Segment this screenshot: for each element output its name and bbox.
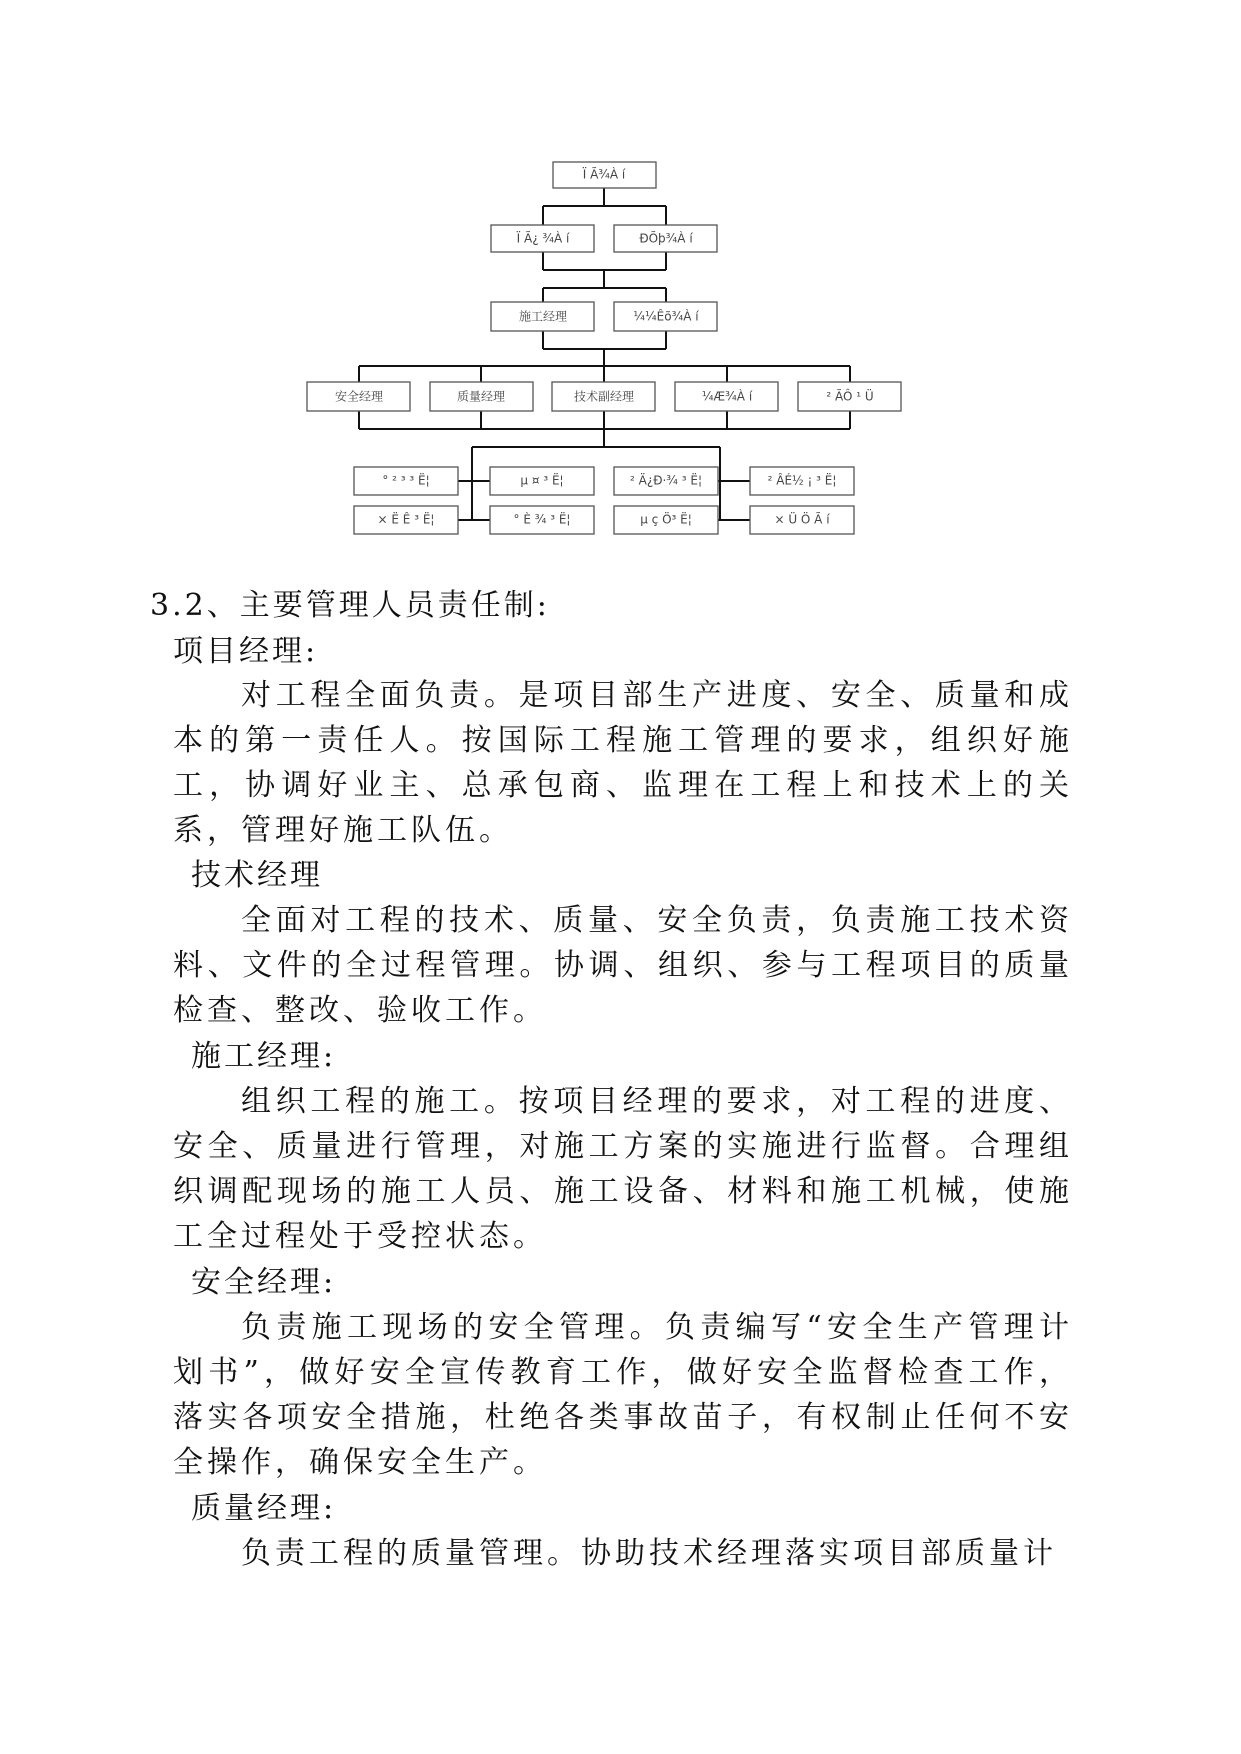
org-box-l5-r2-1 xyxy=(354,506,458,534)
role-title-technical-manager: 技术经理 xyxy=(191,858,323,893)
section-heading: 3.2、主要管理人员责任制: xyxy=(150,588,550,623)
org-box-l5-r1-3 xyxy=(614,467,718,495)
org-box-l2-right xyxy=(614,225,717,252)
org-label: ¼Æ¾À í xyxy=(701,389,753,404)
org-label: ² ÃÔ ¹ Ü xyxy=(826,389,874,404)
org-label: 安全经理 xyxy=(334,389,384,404)
org-box-safety-manager xyxy=(307,382,410,411)
org-label: × Ë Ê ³ Ë¦ xyxy=(377,512,435,527)
org-box-l3-right xyxy=(614,302,717,331)
org-label: ² ÂÉ½ ¡ ³ Ë¦ xyxy=(767,473,837,488)
org-label: µ ç Ö³ Ë¦ xyxy=(640,512,692,527)
org-label: ² Ä¿Ð·¾ ³ Ë¦ xyxy=(629,473,703,488)
role-title-safety-manager: 安全经理: xyxy=(191,1265,337,1300)
role-title-project-manager: 项目经理: xyxy=(173,634,319,669)
org-box-l5-r1-1 xyxy=(354,467,458,495)
role-desc-quality-manager: 负责工程的质量管理。协助技术经理落实项目部质量计 xyxy=(241,1536,1057,1571)
org-label: µ ¤ ³ Ë¦ xyxy=(520,473,564,488)
org-box-l5-r2-3 xyxy=(614,506,718,534)
org-label: Ï Ã¿ ¾À í xyxy=(516,231,570,246)
org-box-l5-r1-2 xyxy=(490,467,594,495)
org-label: Ï Ã¾À í xyxy=(582,167,626,182)
org-box-l5-r2-4 xyxy=(750,506,854,534)
org-box-l4-4 xyxy=(675,382,778,411)
org-label: ÐÕþ¾À í xyxy=(639,231,693,246)
org-label: 施工经理 xyxy=(518,309,568,324)
org-box-deputy-technical-manager xyxy=(552,382,655,411)
org-label: 质量经理 xyxy=(456,389,506,404)
role-desc-project-manager: 对工程全面负责。是项目部生产进度、安全、质量和成本的第一责任人。按国际工程施工管理的要求，组织好施工，协调好业主、总承包商、监理在工程上和技术上的关系，管理好施工队伍。 xyxy=(173,678,1073,848)
role-title-construction-manager: 施工经理: xyxy=(191,1039,337,1074)
org-box-l4-5 xyxy=(798,382,901,411)
org-box-construction-manager xyxy=(491,302,594,331)
org-label: 技术副经理 xyxy=(573,389,635,404)
organization-chart xyxy=(0,0,1241,560)
org-box-l5-r1-4 xyxy=(750,467,854,495)
org-box-l1 xyxy=(553,162,656,188)
role-title-quality-manager: 质量经理: xyxy=(191,1491,337,1526)
org-label: ¼¼Êõ¾À í xyxy=(633,309,699,324)
org-label: ° ² ³ ³ Ë¦ xyxy=(382,473,430,488)
org-label: × Ü Ö Ã í xyxy=(774,512,830,527)
org-box-quality-manager xyxy=(430,382,533,411)
role-desc-safety-manager: 负责施工现场的安全管理。负责编写“安全生产管理计划书”，做好安全宣传教育工作，做好安全监督检查工作，落实各项安全措施，杜绝各类事故苗子，有权制止任何不安全操作，确保安全生产。 xyxy=(173,1310,1073,1480)
role-desc-construction-manager: 组织工程的施工。按项目经理的要求，对工程的进度、安全、质量进行管理，对施工方案的实施进行监督。合理组织调配现场的施工人员、施工设备、材料和施工机械，使施工全过程处于受控状态。 xyxy=(173,1084,1073,1254)
org-box-l2-left xyxy=(491,225,594,252)
org-label: ° È ¾ ³ Ë¦ xyxy=(513,512,571,527)
role-desc-technical-manager: 全面对工程的技术、质量、安全负责，负责施工技术资料、文件的全过程管理。协调、组织、参与工程项目的质量检查、整改、验收工作。 xyxy=(173,903,1073,1028)
org-box-l5-r2-2 xyxy=(490,506,594,534)
